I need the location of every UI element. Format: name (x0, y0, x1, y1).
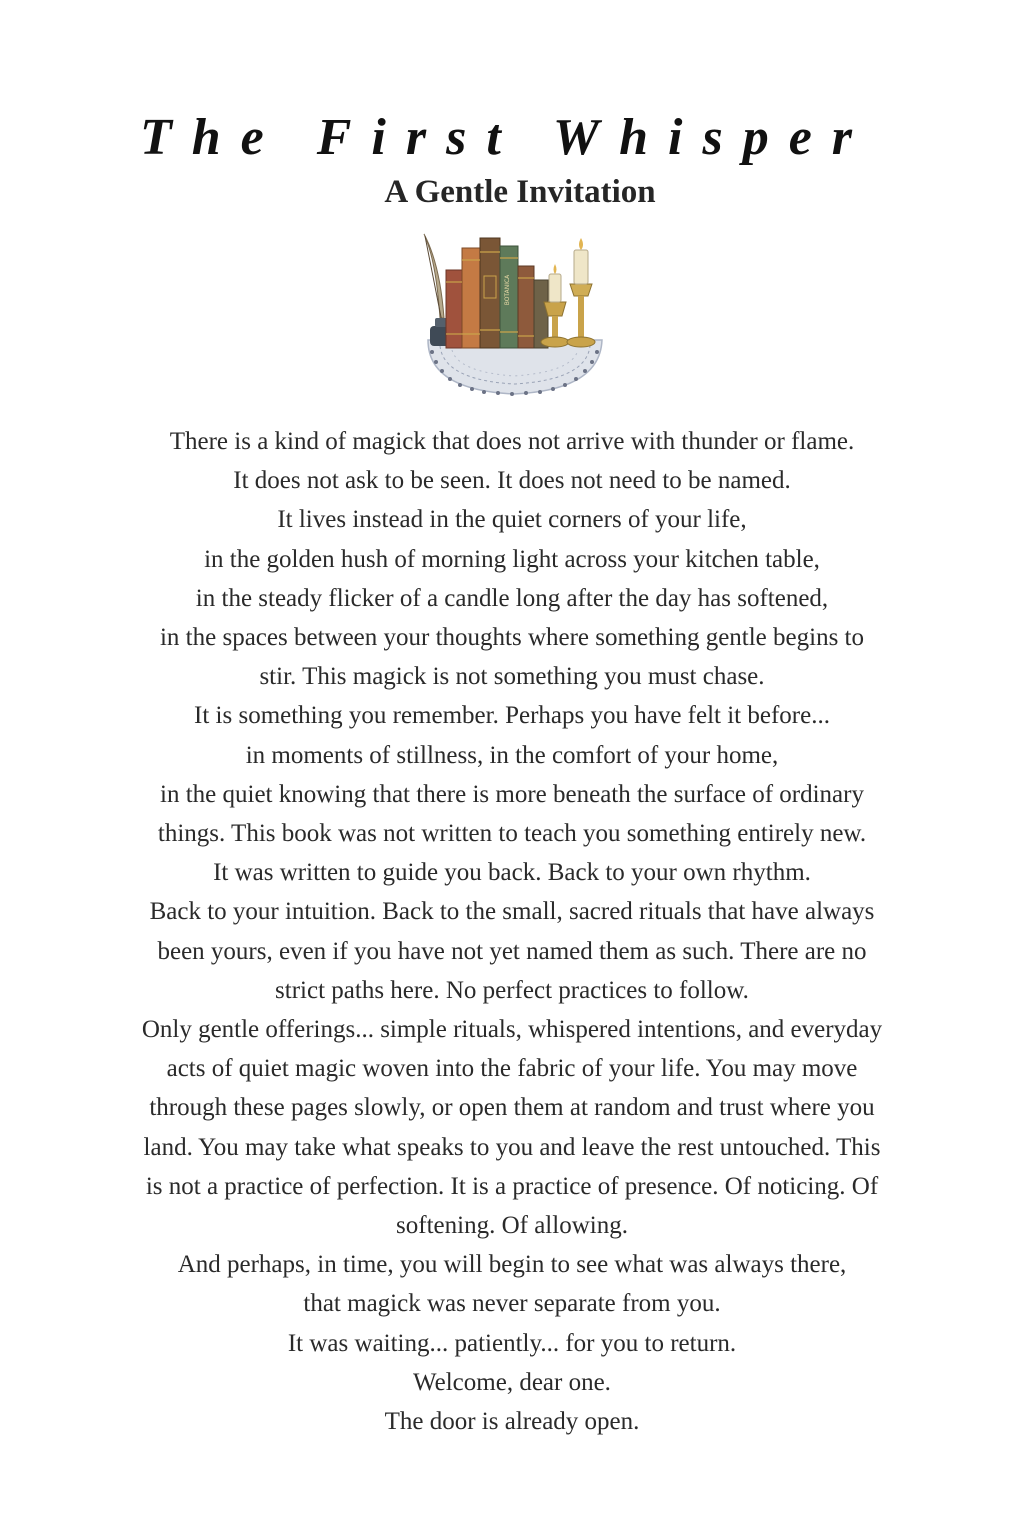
body-line: It is something you remember. Perhaps you have felt it before... (194, 702, 830, 730)
books-stack (446, 238, 548, 348)
body-line: stir. This magick is not something you must chase. (259, 663, 765, 691)
body-line: Only gentle offerings... simple rituals, whispered intentions, and everyday (141, 1016, 883, 1044)
body-line: And perhaps, in time, you will begin to see what was always there, (177, 1251, 847, 1279)
page-subtitle: A Gentle Invitation (384, 174, 656, 210)
body-line: in moments of stillness, in the comfort of your home, (245, 741, 779, 769)
books-quill-candles-illustration (418, 230, 610, 396)
body-line: It was waiting... patiently... for you to return. (287, 1329, 737, 1357)
candle-holders (541, 238, 595, 347)
body-line: It lives instead in the quiet corners of your life, (277, 506, 747, 534)
body-line: There is a kind of magick that does not arrive with thunder or flame. (169, 428, 855, 455)
body-line: been yours, even if you have not yet named them as such. There are no (157, 937, 867, 965)
body-line: in the steady flicker of a candle long after the day has softened, (195, 584, 829, 612)
body-line: The door is already open. (384, 1408, 640, 1436)
body-line: through these pages slowly, or open them at random and trust where you (149, 1094, 875, 1122)
body-line: that magick was never separate from you. (303, 1290, 721, 1318)
body-line: things. This book was not written to teach you something entirely new. (157, 820, 867, 848)
body-line: strict paths here. No perfect practices to follow. (275, 976, 749, 1004)
body-line: land. You may take what speaks to you and leave the rest untouched. This (143, 1133, 881, 1161)
body-line: in the quiet knowing that there is more beneath the surface of ordinary (160, 780, 864, 808)
page-title: The First Whisper (139, 109, 873, 166)
body-line: acts of quiet magic woven into the fabric of your life. You may move (166, 1055, 858, 1083)
body-line: Welcome, dear one. (413, 1368, 611, 1396)
body-line: softening. Of allowing. (396, 1212, 628, 1240)
body-line: in the golden hush of morning light across your kitchen table, (204, 545, 820, 573)
quill-icon (424, 234, 444, 322)
body-line: Back to your intuition. Back to the small, sacred rituals that have always (149, 898, 875, 926)
body-line: is not a practice of perfection. It is a practice of presence. Of noticing. Of (145, 1172, 879, 1200)
book-spine-text: BOTANICA (504, 274, 511, 306)
body-line: It was written to guide you back. Back to your own rhythm. (213, 859, 811, 887)
body-line: It does not ask to be seen. It does not need to be named. (233, 467, 791, 495)
body-line: in the spaces between your thoughts where something gentle begins to (159, 624, 864, 652)
body-text (20, 422, 1004, 1441)
